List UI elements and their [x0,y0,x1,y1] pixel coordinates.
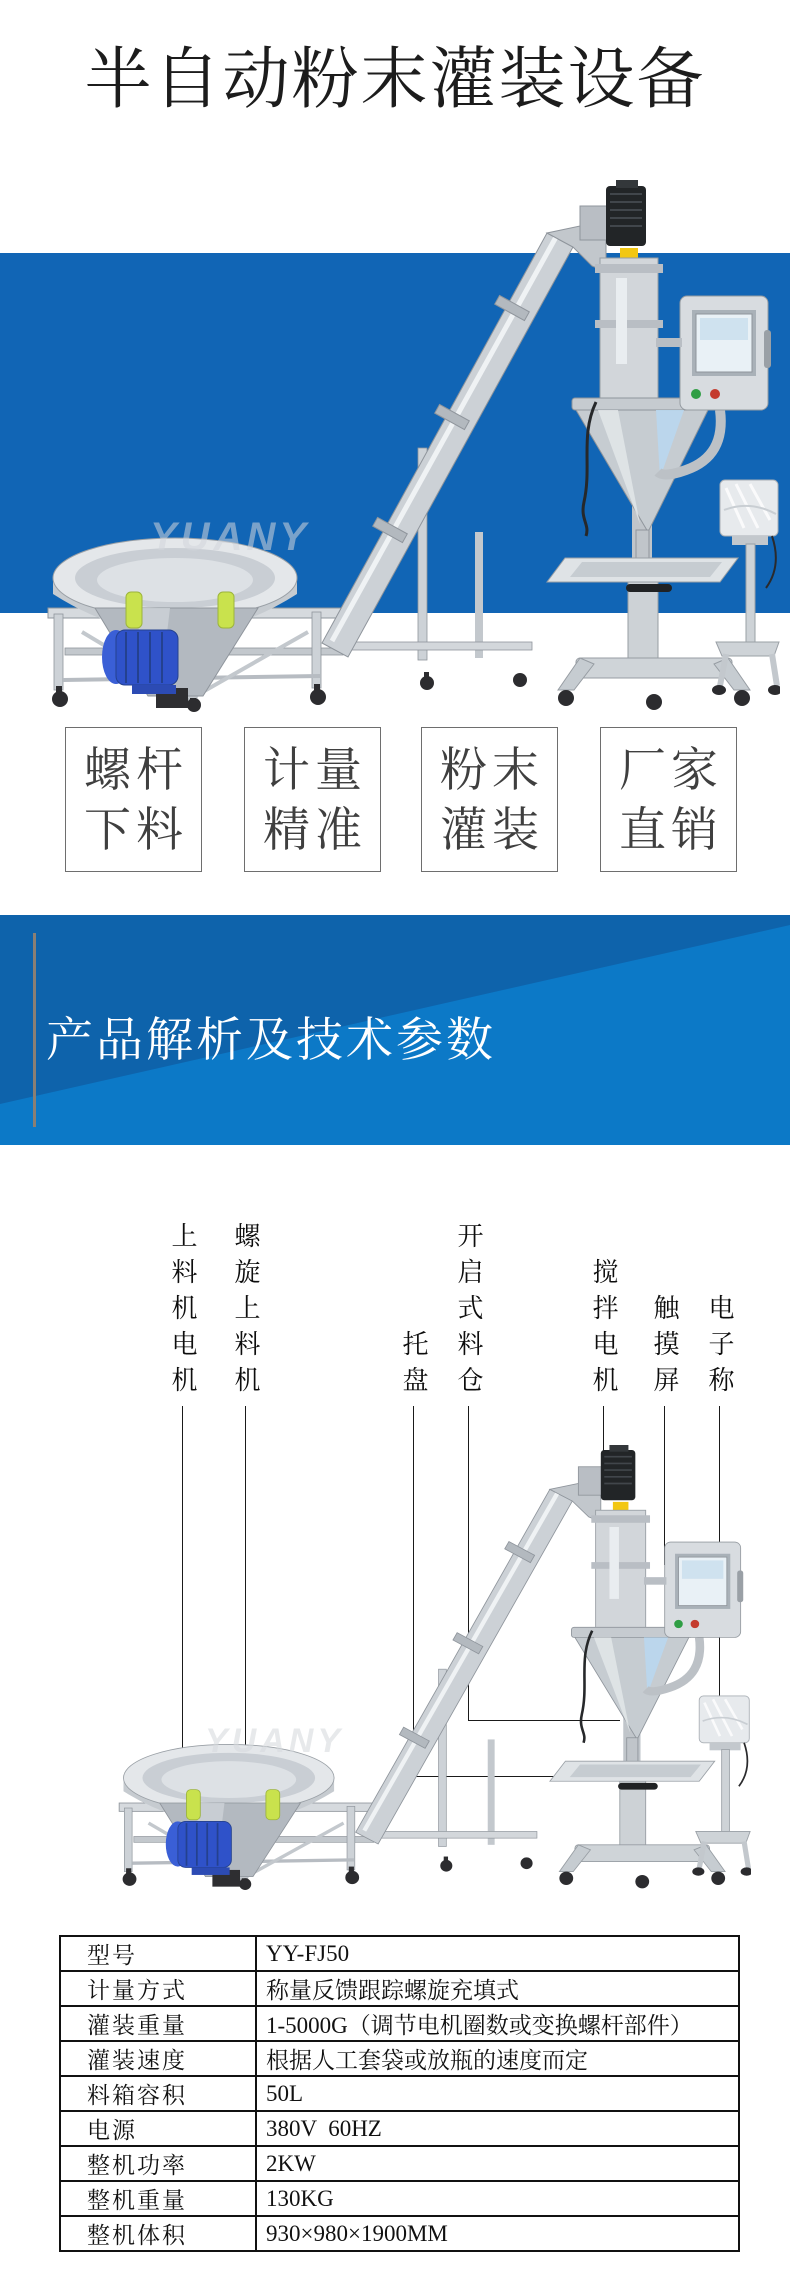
spec-value: YY-FJ50 [256,1936,739,1971]
spec-label: 灌装重量 [60,2006,256,2041]
spec-value: 930×980×1900MM [256,2216,739,2251]
spec-label: 灌装速度 [60,2041,256,2076]
spec-value: 130KG [256,2181,739,2216]
spec-label: 整机功率 [60,2146,256,2181]
spec-label: 料箱容积 [60,2076,256,2111]
table-row [60,2111,739,2146]
product-photo [20,180,780,712]
spec-value: 50L [256,2076,739,2111]
spec-label: 整机重量 [60,2181,256,2216]
diagram-photo [95,1445,751,1890]
part-label-screw-feeder: 螺旋上料机 [231,1222,260,1402]
part-label-open-hopper: 开启式料仓 [454,1222,483,1402]
section-title: 产品解析及技术参数 [46,1015,496,1067]
watermark: YUANY [150,515,311,559]
feature-line: 粉末 [440,742,544,796]
spec-value: 称量反馈跟踪螺旋充填式 [256,1971,739,2006]
spec-value: 1-5000G（调节电机圈数或变换螺杆部件） [256,2006,739,2041]
spec-value: 380V 60HZ [256,2111,739,2146]
feature-line: 灌装 [440,802,544,856]
spec-label: 计量方式 [60,1971,256,2006]
watermark: YUANY [205,1722,345,1760]
spec-value: 根据人工套袋或放瓶的速度而定 [256,2041,739,2076]
part-label-touch-screen: 触摸屏 [650,1294,679,1402]
feature-line: 精准 [263,802,367,856]
table-row [60,1971,739,2006]
spec-value: 2KW [256,2146,739,2181]
table-row [60,2181,739,2216]
table-row [60,2041,739,2076]
table-row [60,1936,739,1971]
feature-line: 计量 [263,742,367,796]
part-label-stirring-motor: 搅拌电机 [589,1258,618,1402]
part-label-feeder-motor: 上料机电机 [168,1222,197,1402]
spec-label: 电源 [60,2111,256,2146]
feature-box-accurate-metering [244,727,381,872]
page-title: 半自动粉末灌装设备 [84,43,706,117]
section-banner [0,915,790,1145]
spec-label: 整机体积 [60,2216,256,2251]
spec-label: 型号 [60,1936,256,1971]
part-label-scale: 电子称 [705,1294,734,1402]
feature-line: 螺杆 [84,742,188,796]
feature-box-screw-feeding [65,727,202,872]
spec-table [59,1935,740,2252]
part-label-tray: 托盘 [399,1330,428,1402]
table-row [60,2216,739,2251]
table-row [60,2076,739,2111]
table-row [60,2146,739,2181]
feature-line: 厂家 [619,742,723,796]
feature-line: 下料 [84,802,188,856]
feature-box-powder-filling [421,727,558,872]
banner-accent-line [33,933,36,1127]
feature-line: 直销 [619,802,723,856]
table-row [60,2006,739,2041]
feature-box-factory-direct [600,727,737,872]
